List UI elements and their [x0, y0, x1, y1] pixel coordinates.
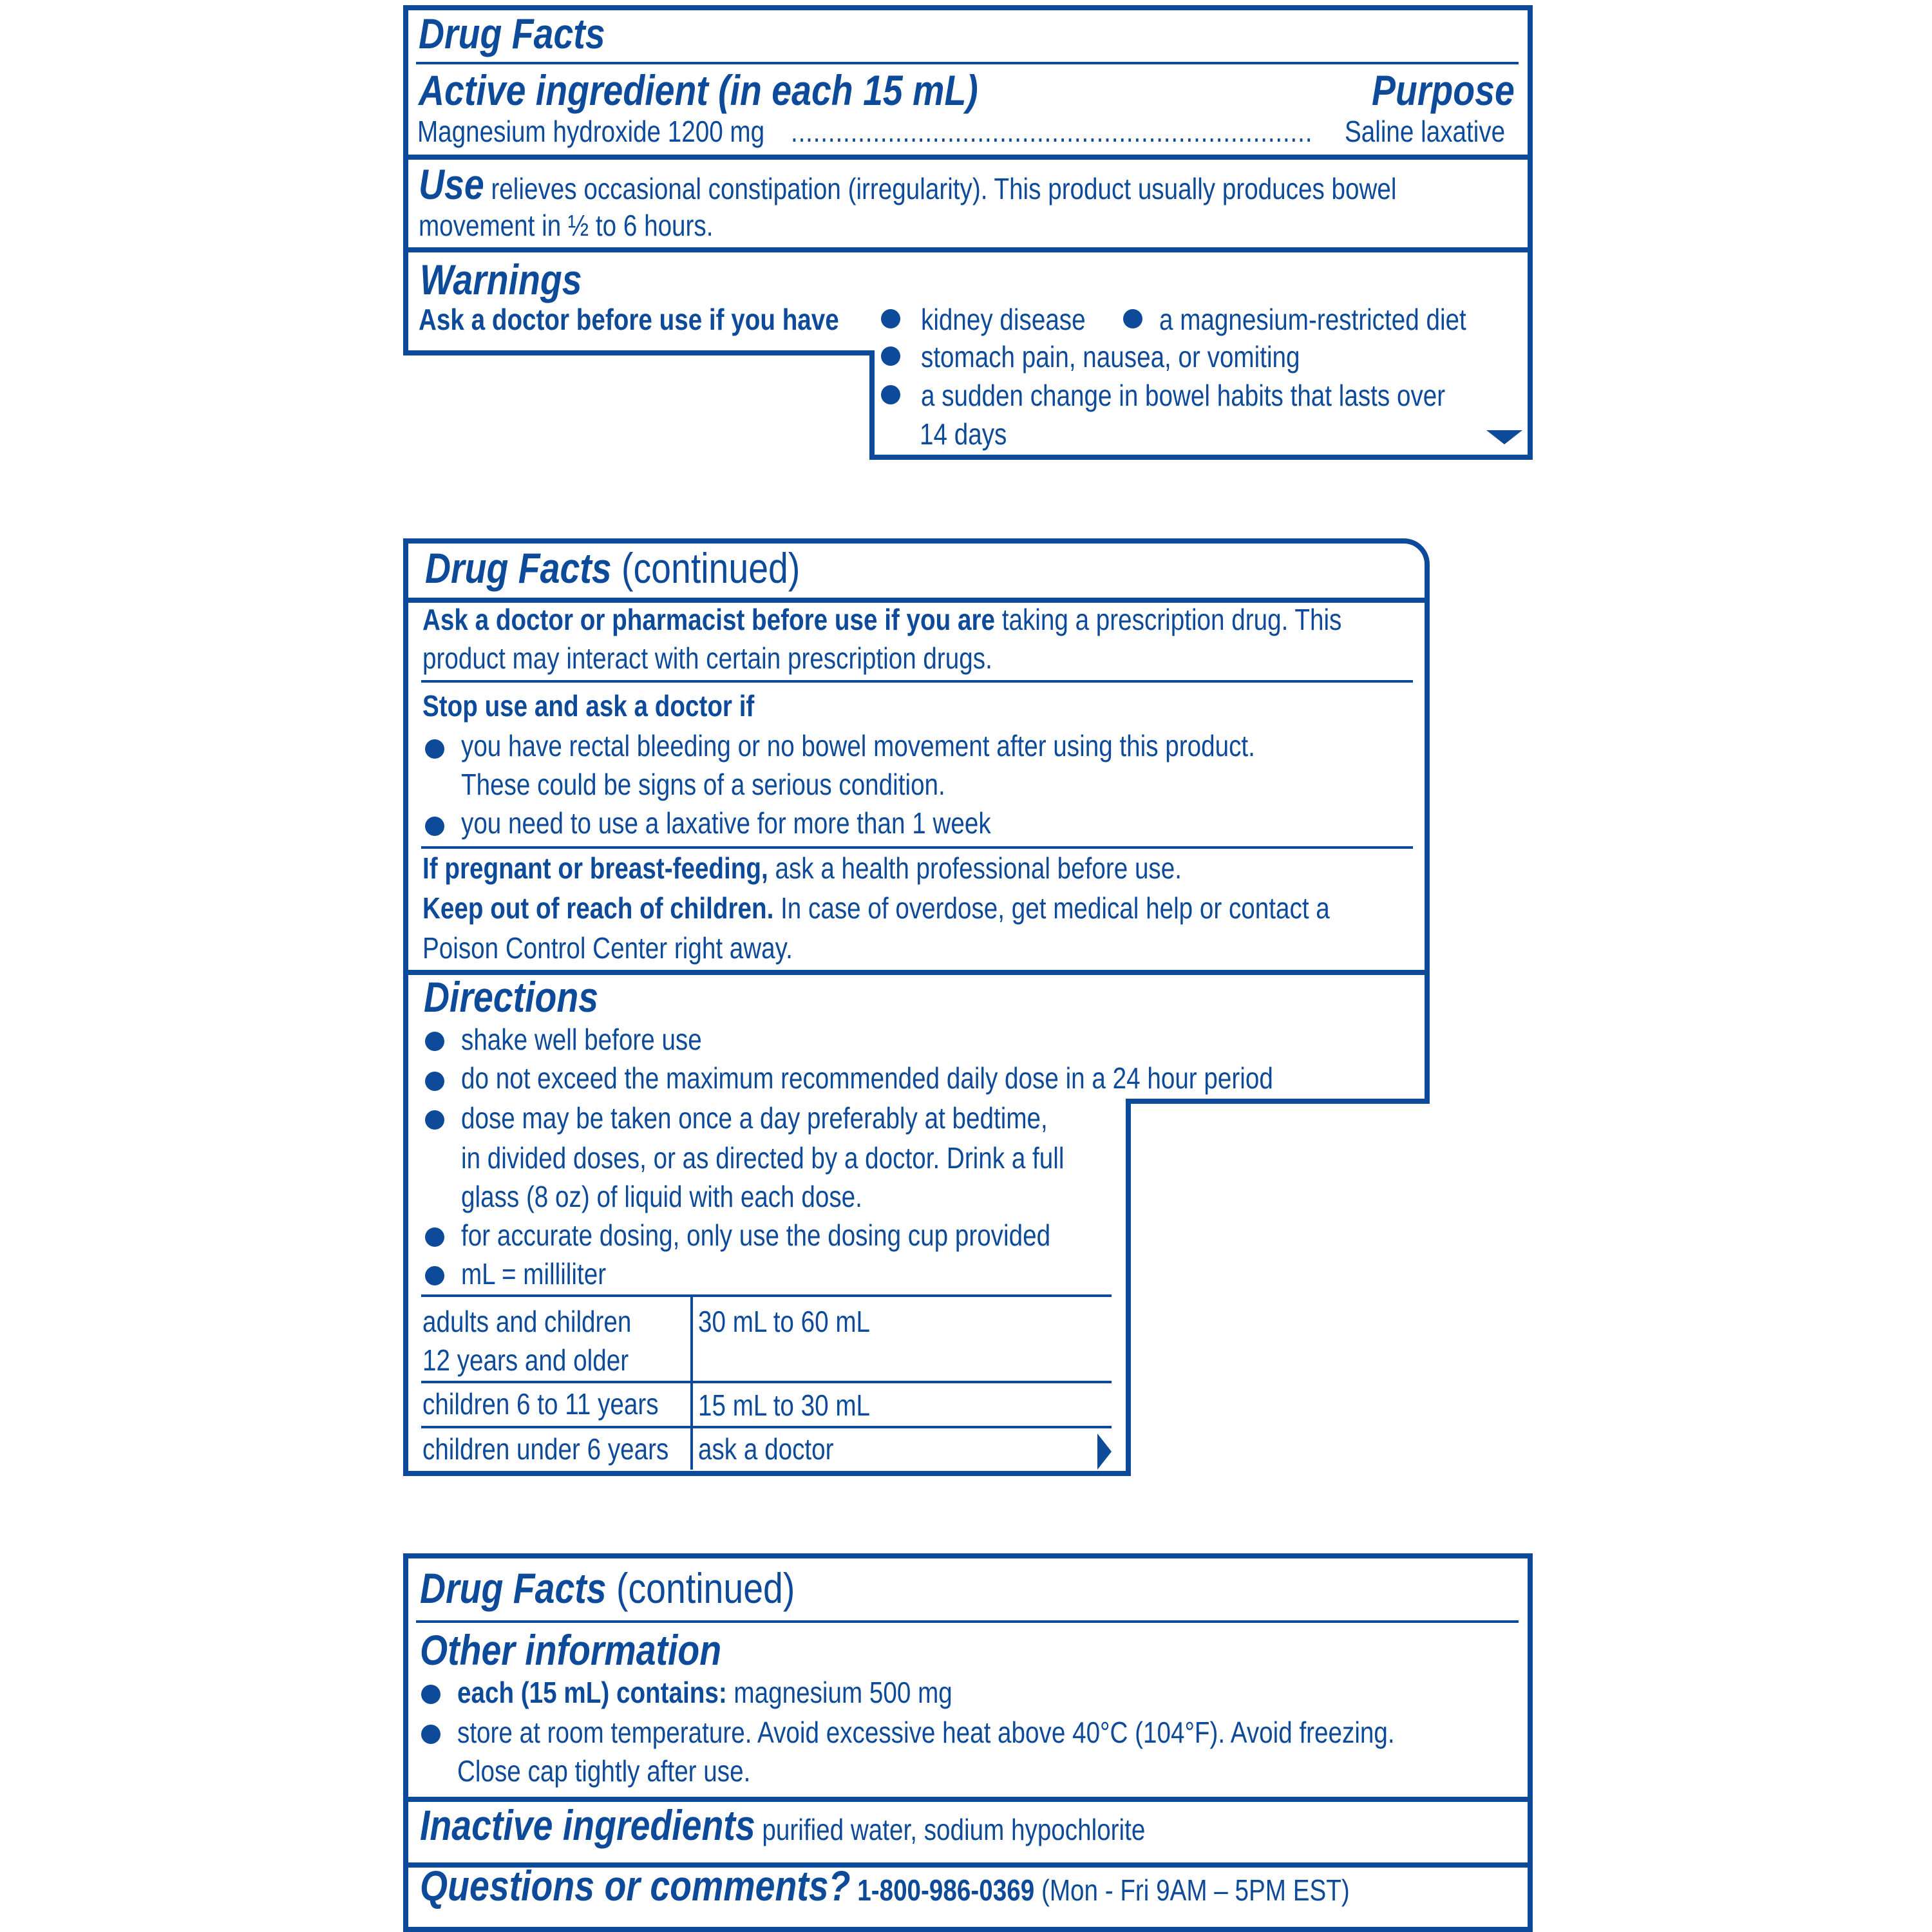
bullet-icon	[425, 1110, 444, 1130]
ingredient-text: Magnesium hydroxide 1200 mg	[417, 115, 765, 148]
inactive-line: Inactive ingredients purified water, sodium hypochlorite	[420, 1801, 1146, 1849]
bullet-icon	[425, 739, 444, 759]
panel-3-title-divider	[416, 1620, 1519, 1623]
direction-item-5: mL = milliliter	[461, 1257, 607, 1291]
dose-row-1-dose: 30 mL to 60 mL	[698, 1305, 871, 1338]
bullet-icon	[425, 1266, 444, 1285]
pregnant-line: If pregnant or breast-feeding, ask a health professional before use.	[422, 851, 1182, 885]
dose-row-2-age: children 6 to 11 years	[422, 1387, 659, 1421]
questions-line: Questions or comments? 1-800-986-0369 (Mon - Fri 9AM – 5PM EST)	[420, 1862, 1350, 1909]
directions-heading: Directions	[424, 973, 599, 1021]
continued-arrow-down-icon	[1486, 430, 1522, 444]
stop-item-1-cont: These could be signs of a serious condition.	[461, 768, 945, 801]
use-line-1: Use relieves occasional constipation (irregularity). This product usually produces bowel	[419, 160, 1397, 208]
use-line-2: movement in ½ to 6 hours.	[419, 209, 714, 242]
pregnant-divider	[421, 846, 1413, 849]
table-row-rule	[421, 1426, 1112, 1428]
stop-item-2: you need to use a laxative for more than 1 week	[461, 806, 991, 840]
direction-item-2: do not exceed the maximum recommended daily dose in a 24 hour period	[461, 1061, 1273, 1095]
direction-item-3-cont-2: glass (8 oz) of liquid with each dose.	[461, 1180, 862, 1213]
bullet-icon	[425, 1072, 444, 1091]
other-information-heading: Other information	[420, 1626, 722, 1674]
direction-item-4: for accurate dosing, only use the dosing cup provided	[461, 1218, 1051, 1252]
ask-item-3: stomach pain, nausea, or vomiting	[921, 340, 1300, 374]
drug-facts-title: Drug Facts	[419, 10, 605, 57]
bullet-icon	[881, 346, 900, 366]
bullet-icon	[425, 817, 444, 836]
bullet-icon	[421, 1685, 440, 1704]
purpose-value: Saline laxative	[1345, 115, 1506, 148]
stop-item-1: you have rectal bleeding or no bowel movement after using this product.	[461, 729, 1255, 762]
ask-pharmacist-line-1: Ask a doctor or pharmacist before use if you are taking a prescription drug. This	[422, 603, 1342, 636]
ask-item-4: a sudden change in bowel habits that lasts over	[921, 379, 1446, 412]
ingredient-leader: ......................................................................	[791, 115, 1313, 148]
contains-line: each (15 mL) contains: magnesium 500 mg	[457, 1676, 952, 1709]
bullet-icon	[1123, 309, 1142, 328]
use-divider	[408, 155, 1528, 160]
direction-item-3: dose may be taken once a day preferably at bedtime,	[461, 1101, 1048, 1135]
bullet-icon	[425, 1227, 444, 1247]
bullet-icon	[881, 385, 900, 404]
title-divider	[416, 62, 1519, 64]
stop-use-heading: Stop use and ask a doctor if	[422, 689, 755, 723]
ask-pharmacist-line-2: product may interact with certain prescription drugs.	[422, 641, 992, 675]
keep-out-line-1: Keep out of reach of children. In case of overdose, get medical help or contact a	[422, 891, 1330, 925]
dose-row-3-age: children under 6 years	[422, 1432, 669, 1466]
store-line-1: store at room temperature. Avoid excessive heat above 40°C (104°F). Avoid freezing.	[457, 1716, 1395, 1749]
warnings-heading: Warnings	[420, 256, 582, 303]
panel-3-title: Drug Facts (continued)	[420, 1564, 795, 1612]
active-ingredient-heading: Active ingredient (in each 15 mL)	[419, 66, 978, 114]
stop-use-divider	[421, 680, 1413, 683]
keep-out-line-2: Poison Control Center right away.	[422, 931, 793, 965]
continued-arrow-right-icon	[1097, 1434, 1112, 1470]
dose-row-1-age-line-1: adults and children	[422, 1305, 632, 1338]
store-line-2: Close cap tightly after use.	[457, 1754, 751, 1788]
ask-item-2: a magnesium-restricted diet	[1159, 303, 1466, 336]
bullet-icon	[425, 1032, 444, 1051]
bullet-icon	[881, 309, 900, 328]
table-top-rule	[421, 1294, 1112, 1297]
purpose-heading: Purpose	[1372, 66, 1515, 114]
ask-item-1: kidney disease	[921, 303, 1086, 336]
bullet-icon	[421, 1725, 440, 1744]
ask-doctor-label: Ask a doctor before use if you have	[419, 303, 839, 336]
table-row-rule	[421, 1381, 1112, 1383]
direction-item-3-cont-1: in divided doses, or as directed by a doctor. Drink a full	[461, 1141, 1065, 1175]
panel-2-title: Drug Facts (continued)	[425, 544, 800, 592]
dose-row-1-age-line-2: 12 years and older	[422, 1343, 629, 1377]
ask-item-5: 14 days	[920, 417, 1007, 451]
dose-row-2-dose: 15 mL to 30 mL	[698, 1388, 871, 1422]
dose-row-3-dose: ask a doctor	[698, 1432, 834, 1466]
direction-item-1: shake well before use	[461, 1023, 702, 1056]
warnings-divider	[408, 247, 1528, 252]
